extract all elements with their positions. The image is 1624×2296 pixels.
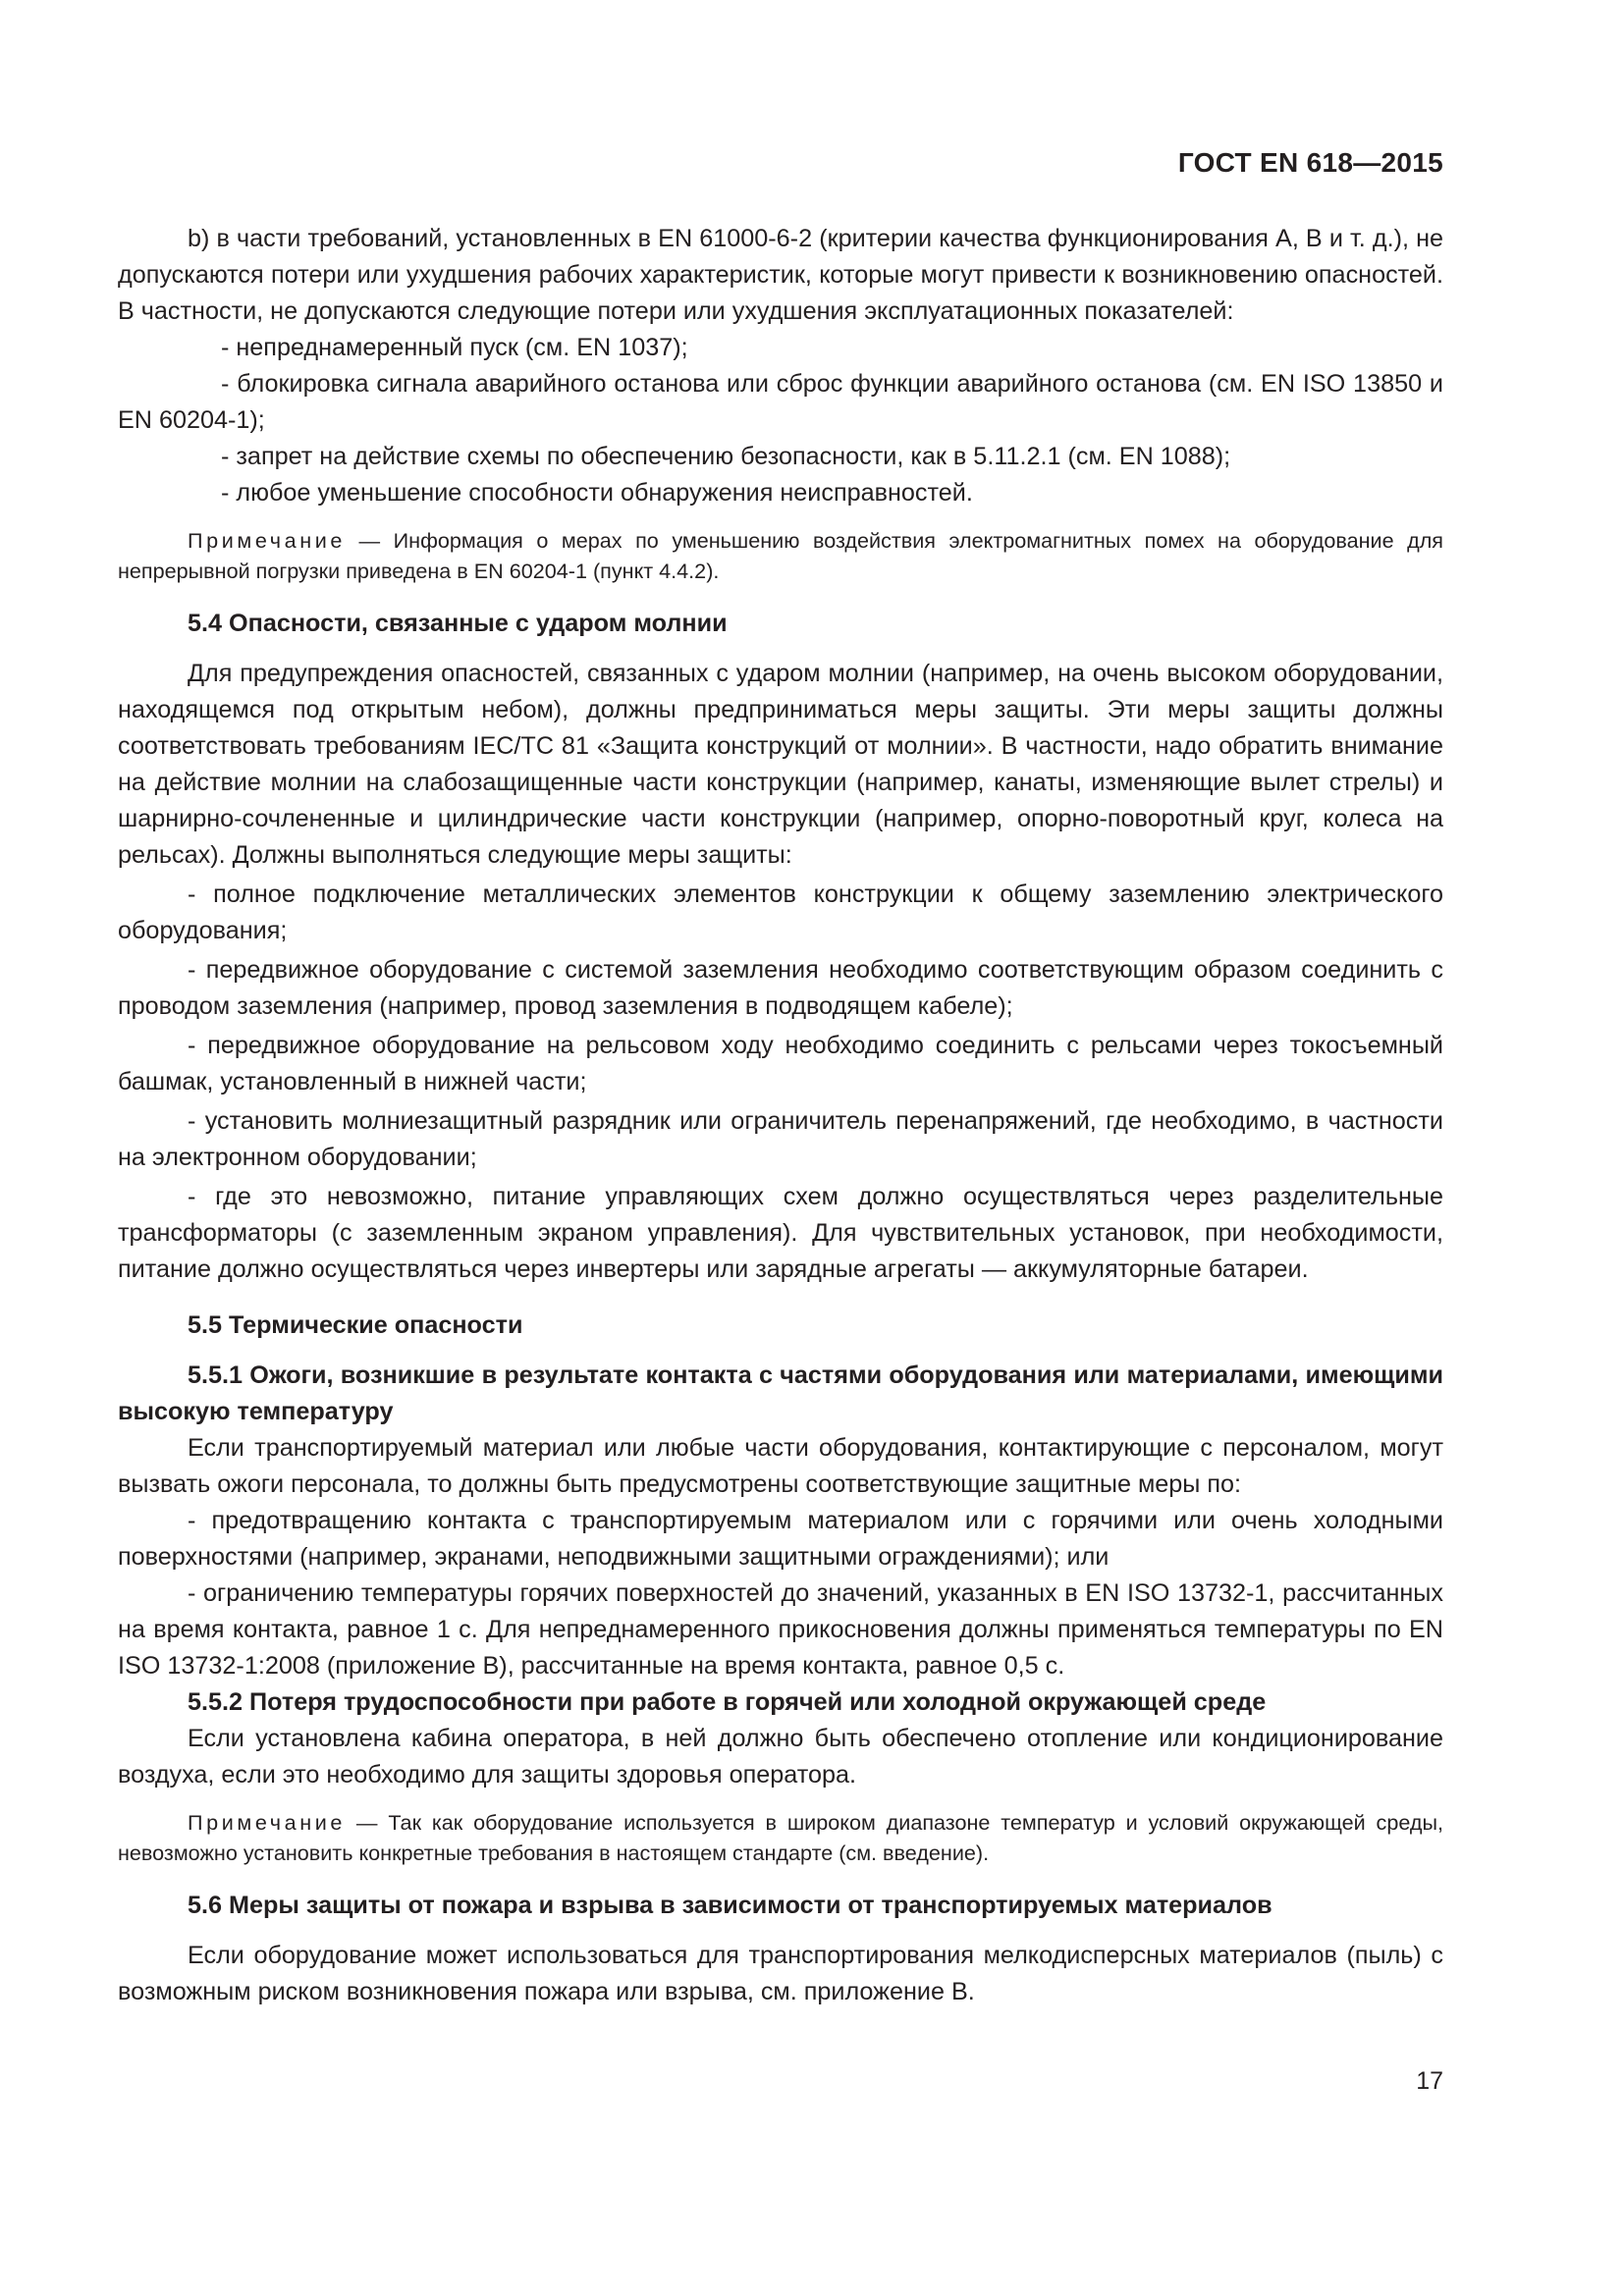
note-label: Примечание: [188, 1810, 346, 1835]
list-item: - блокировка сигнала аварийного останова или сброс функции аварийного останова (см. EN ISO 13850 и EN 60204-1);: [118, 370, 1443, 434]
paragraph-b: b) в части требований, установленных в EN 61000-6-2 (критерии качества функционирования А, В и т. д.), не допускаются потери или ухудшения рабочих характеристик, которые могут привести к возникновению опасностей. В частности, не допускаются следующие потери или ухудшения эксплуатационных показателей:: [118, 225, 1443, 325]
list-item: - передвижное оборудование на рельсовом ходу необходимо соединить с рельсами через токосъемный башмак, установленный в нижней части;: [118, 1032, 1443, 1095]
list-item: - где это невозможно, питание управляющих схем должно осуществляться через разделительные трансформаторы (с заземленным экраном управления). Для чувствительных установок, при необходимости, питание должно осуществляться через инвертеры или зарядные агрегаты — аккумуляторные батареи.: [118, 1183, 1443, 1283]
document-code-header: ГОСТ EN 618—2015: [1177, 147, 1443, 178]
page-number: 17: [1416, 2067, 1443, 2095]
section-5-6-text: Если оборудование может использоваться для транспортирования мелкодисперсных материалов (пыль) с возможным риском возникновения пожара или взрыва, см. приложение В.: [118, 1942, 1443, 2005]
section-5-6-heading: 5.6 Меры защиты от пожара и взрыва в зависимости от транспортируемых материалов: [188, 1892, 1272, 1919]
section-5-5-2-text: Если установлена кабина оператора, в ней должно быть обеспечено отопление или кондиционирование воздуха, если это необходимо для защиты здоровья оператора.: [118, 1725, 1443, 1789]
list-item: - непреднамеренный пуск (см. EN 1037);: [221, 334, 688, 361]
section-5-5-2-heading: 5.5.2 Потеря трудоспособности при работе в горячей или холодной окружающей среде: [188, 1688, 1267, 1716]
note-environment: [118, 1807, 1443, 1868]
page-content: [118, 221, 1443, 2010]
section-5-4-heading: 5.4 Опасности, связанные с ударом молнии: [188, 610, 728, 637]
note-emc: [118, 525, 1443, 586]
list-item: - любое уменьшение способности обнаружения неисправностей.: [221, 479, 973, 507]
list-item: - ограничению температуры горячих поверхностей до значений, указанных в EN ISO 13732-1, рассчитанных на время контакта, равное 1 с. Для непреднамеренного прикосновения должны применяться температуры по EN ISO 13732-1:2008 (приложение В), рассчитанные на время контакта, равное 0,5 с.: [118, 1579, 1443, 1680]
note-label: Примечание: [188, 528, 346, 553]
section-5-5-heading: 5.5 Термические опасности: [188, 1311, 523, 1339]
section-5-4-intro: Для предупреждения опасностей, связанных с ударом молнии (например, на очень высоком оборудовании, находящемся под открытым небом), должны предприниматься меры защиты. Эти меры защиты должны соответствовать требованиям IEC/TC 81 «Защита конструкций от молнии». В частности, надо обратить внимание на действие молнии на слабозащищенные части конструкции (например, канаты, изменяющие вылет стрелы) и шарнирно-сочлененные и цилиндрические части конструкции (например, опорно-поворотный круг, колеса на рельсах). Должны выполняться следующие меры защиты:: [118, 660, 1443, 869]
list-item: - передвижное оборудование с системой заземления необходимо соответствующим образом соединить с проводом заземления (например, провод заземления в подводящем кабеле);: [118, 956, 1443, 1020]
list-item: - полное подключение металлических элементов конструкции к общему заземлению электрического оборудования;: [118, 881, 1443, 944]
section-5-5-1-intro: Если транспортируемый материал или любые части оборудования, контактирующие с персоналом, могут вызвать ожоги персонала, то должны быть предусмотрены соответствующие защитные меры по:: [118, 1434, 1443, 1498]
list-item: - запрет на действие схемы по обеспечению безопасности, как в 5.11.2.1 (см. EN 1088);: [221, 443, 1231, 470]
list-item: - предотвращению контакта с транспортируемым материалом или с горячими или очень холодными поверхностями (например, экранами, неподвижными защитными ограждениями); или: [118, 1507, 1443, 1571]
note-text: — Так как оборудование используется в широком диапазоне температур и условий окружающей среды, невозможно установить конкретные требования в настоящем стандарте (см. введение).: [118, 1810, 1444, 1865]
note-text: — Информация о мерах по уменьшению воздействия электромагнитных помех на оборудование для непрерывной погрузки приведена в EN 60204-1 (пункт 4.4.2).: [118, 528, 1443, 583]
list-item: - установить молниезащитный разрядник или ограничитель перенапряжений, где необходимо, в частности на электронном оборудовании;: [118, 1107, 1443, 1171]
section-5-5-1-heading: 5.5.1 Ожоги, возникшие в результате контакта с частями оборудования или материалами, имеющими высокую температуру: [118, 1362, 1443, 1425]
